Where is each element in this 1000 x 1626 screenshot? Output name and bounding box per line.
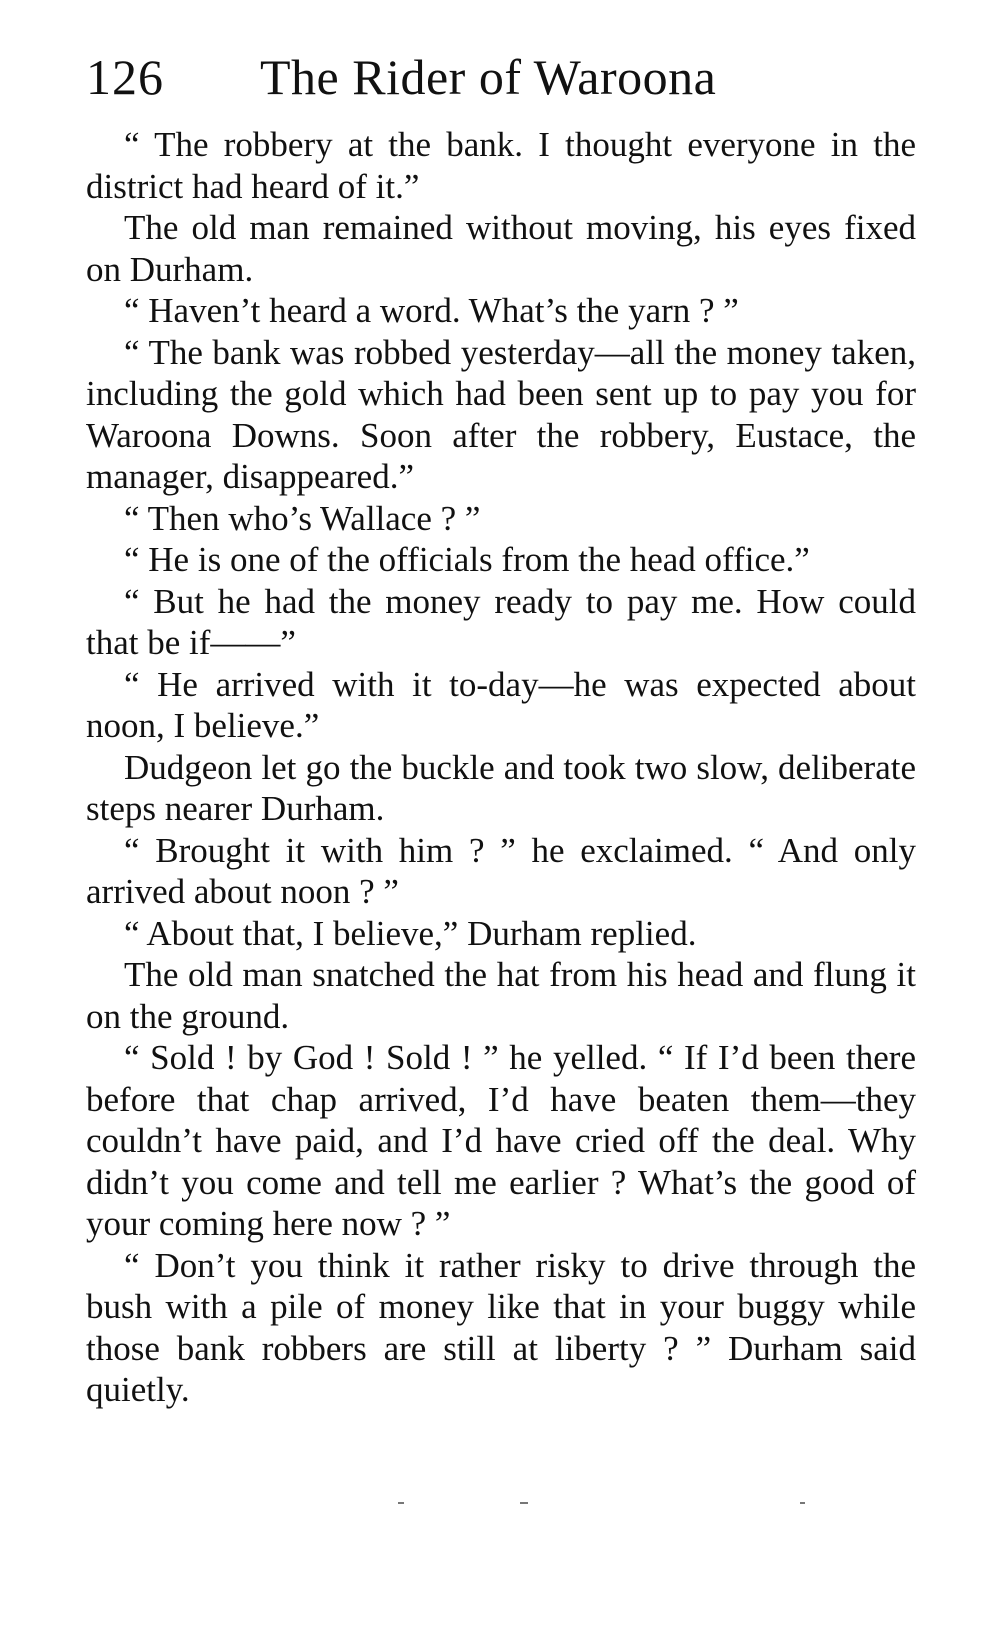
paragraph: “ Sold ! by God ! Sold ! ” he yelled. “ If I’d been there before that chap arrived, I’d have beaten them—they couldn’t have paid, and I’d have cried off the deal. Why didn’t you come and tell me earlier ? What’s the good of your coming here now ? ” [86,1038,916,1243]
paragraph: The old man snatched the hat from his head and flung it on the ground. [86,955,916,1036]
scan-specks [0,1502,1000,1512]
paragraph: The old man remained without moving, his eyes fixed on Durham. [86,208,916,289]
paragraph: Dudgeon let go the buckle and took two slow, deliberate steps nearer Durham. [86,747,916,828]
scan-speck [398,1502,404,1504]
paragraph: “ He arrived with it to-day—he was expected about noon, I believe.” [86,664,916,745]
paragraph: “ The robbery at the bank. I thought everyone in the district had heard of it.” [86,125,916,206]
scan-speck [520,1502,528,1504]
paragraph: “ But he had the money ready to pay me. How could that be if——” [86,581,916,662]
book-page [86,38,916,1411]
page-body [86,124,916,1411]
paragraph: “ Then who’s Wallace ? ” [124,498,481,538]
page-number: 126 [86,49,164,105]
paragraph: “ He is one of the officials from the head office.” [124,540,810,579]
paragraph: “ Haven’t heard a word. What’s the yarn ? ” [124,291,739,330]
page-header [86,38,916,116]
paragraph: “ Brought it with him ? ” he exclaimed. “ And only arrived about noon ? ” [86,830,916,911]
paragraph: “ The bank was robbed yesterday—all the money taken, including the gold which had been sent up to pay you for Waroona Downs. Soon after the robbery, Eustace, the manager, disappeared.” [86,332,916,496]
running-title: The Rider of Waroona [260,49,717,105]
paragraph: “ Don’t you think it rather risky to drive through the bush with a pile of money like that in your buggy while those bank robbers are still at liberty ? ” Durham said quietly. [86,1245,916,1409]
paragraph: “ About that, I believe,” Durham replied. [124,913,697,953]
scan-speck [800,1502,805,1504]
